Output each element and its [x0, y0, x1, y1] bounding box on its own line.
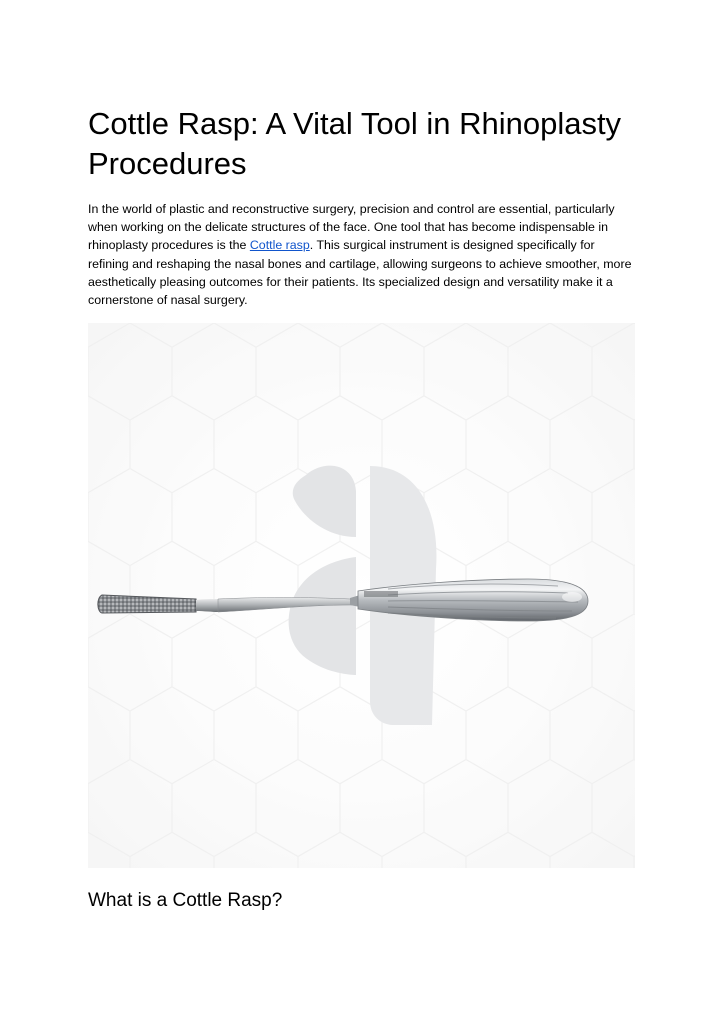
product-image-canvas — [88, 323, 635, 868]
intro-paragraph — [88, 200, 633, 309]
intro-text-before-link: In the world of plastic and reconstructive surgery, precision and control are essential, particularly when working on the delicate structures of the face. One tool that has become indispensable in rhinoplasty procedures is the — [88, 202, 615, 253]
page-title: Cottle Rasp: A Vital Tool in Rhinoplasty Procedures — [88, 106, 622, 181]
cottle-rasp-link[interactable]: Cottle rasp — [249, 238, 310, 253]
product-image — [88, 323, 635, 868]
intro-text-after-link: . This surgical instrument is designed specifically for refining and reshaping the nasal bones and cartilage, allowing surgeons to achieve smoother, more aesthetically pleasing outcomes for their patients. Its specialized design and versatility make it a cornerstone of nasal surgery. — [88, 238, 632, 308]
section-heading: What is a Cottle Rasp? — [88, 890, 283, 911]
